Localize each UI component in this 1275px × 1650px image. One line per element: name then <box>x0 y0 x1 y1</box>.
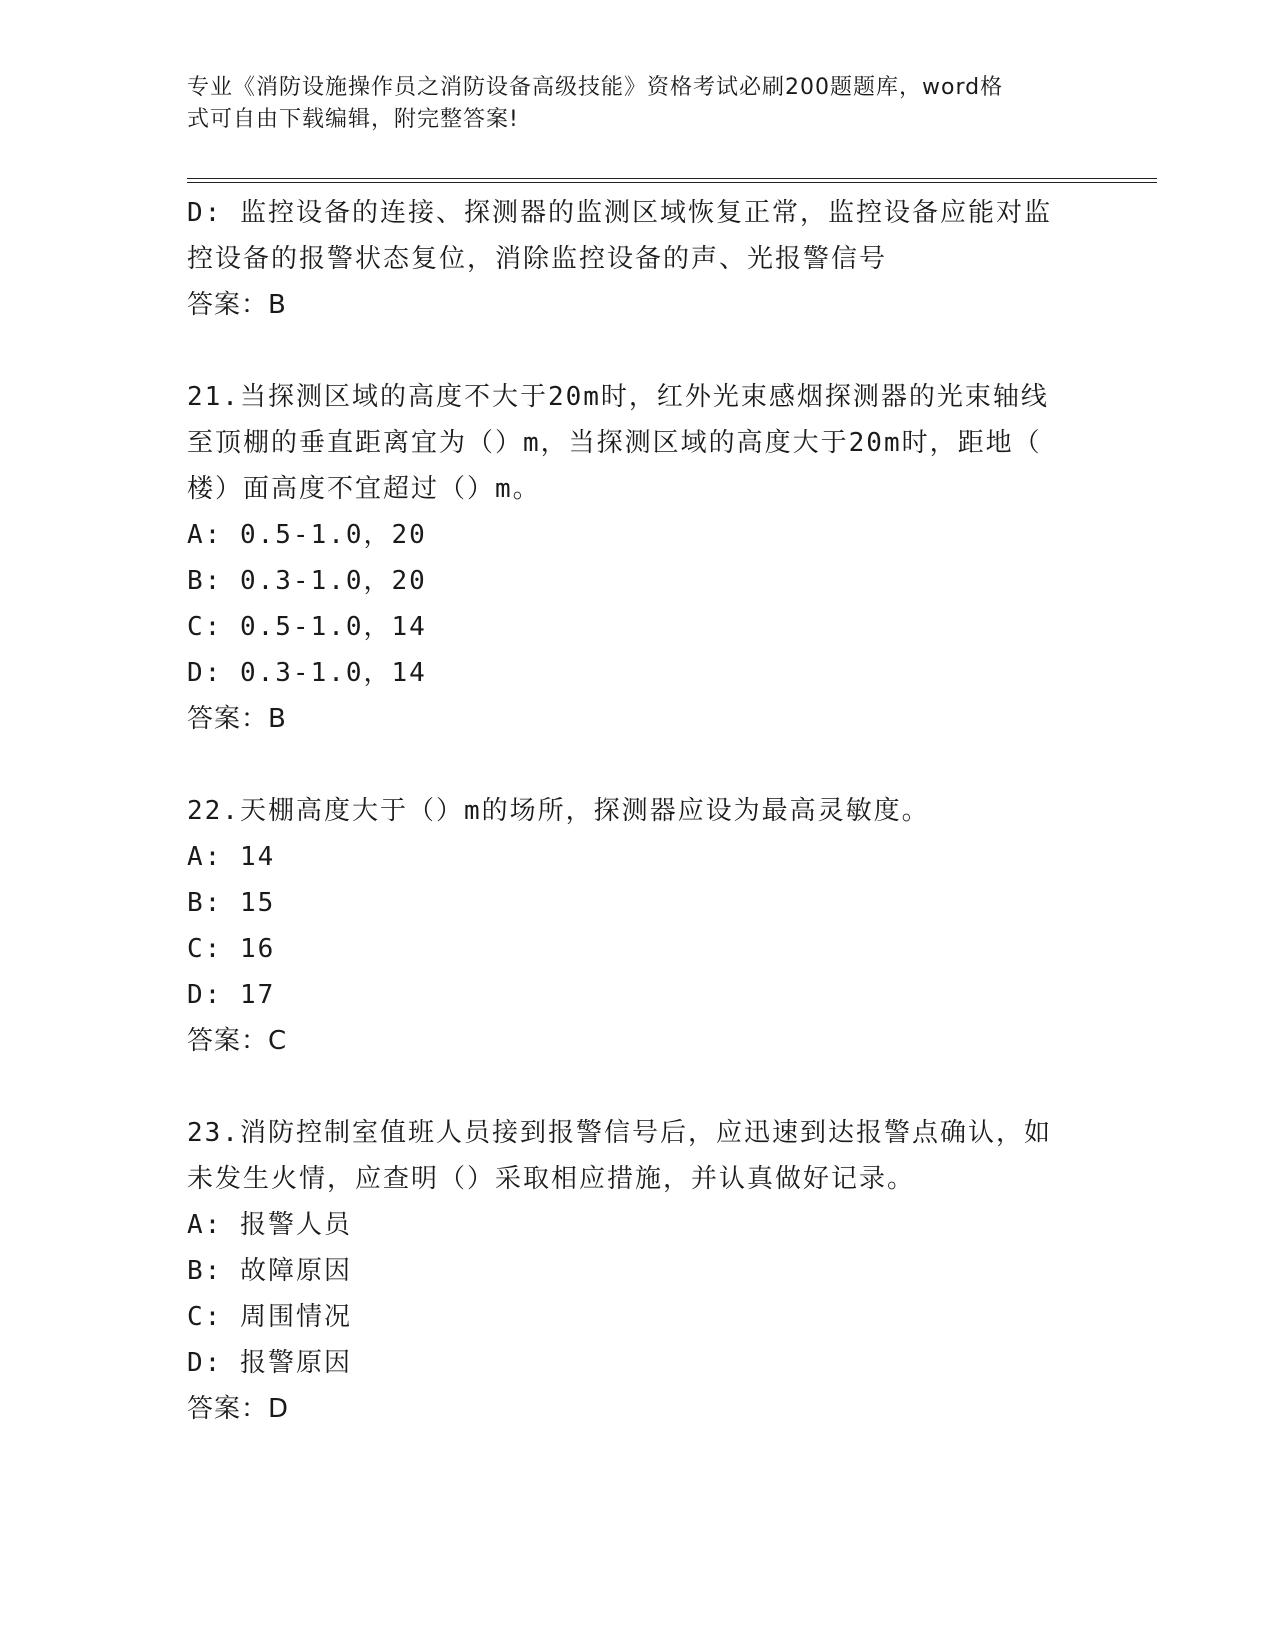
question-stem-line: 未发生火情，应查明（）采取相应措施，并认真做好记录。 <box>187 1164 916 1194</box>
option-a: A: 0.5-1.0，20 <box>187 520 427 550</box>
header-line-1: 专业《消防设施操作员之消防设备高级技能》资格考试必刷200题题库，word格 <box>187 75 1004 100</box>
question-23 <box>187 1110 1087 1432</box>
question-stem-line: 楼）面高度不宜超过（）m。 <box>187 474 541 504</box>
header-divider <box>187 178 1157 183</box>
option-b: B: 0.3-1.0，20 <box>187 566 427 596</box>
option-c: C: 0.5-1.0，14 <box>187 612 427 642</box>
question-22 <box>187 788 1087 1064</box>
question-stem-line: 21.当探测区域的高度不大于20m时，红外光束感烟探测器的光束轴线 <box>187 382 1049 412</box>
document-header <box>187 72 1067 136</box>
option-b: B: 15 <box>187 888 276 918</box>
answer-line: 答案：B <box>187 704 287 734</box>
option-c: C: 周围情况 <box>187 1302 352 1332</box>
answer-line: 答案：D <box>187 1394 290 1424</box>
option-a: A: 14 <box>187 842 276 872</box>
document-page <box>187 0 1157 1650</box>
question-stem-line: 23.消防控制室值班人员接到报警信号后，应迅速到达报警点确认，如 <box>187 1118 1052 1148</box>
answer-line: 答案：B <box>187 290 287 320</box>
prev-question-tail <box>187 190 1087 328</box>
option-d: D: 监控设备的连接、探测器的监测区域恢复正常，监控设备应能对监 <box>187 198 1052 228</box>
option-d: D: 报警原因 <box>187 1348 352 1378</box>
question-stem-line: 22.天棚高度大于（）m的场所，探测器应设为最高灵敏度。 <box>187 796 930 826</box>
question-21 <box>187 374 1087 742</box>
option-a: A: 报警人员 <box>187 1210 352 1240</box>
header-line-2: 式可自由下载编辑，附完整答案! <box>187 107 519 132</box>
question-stem-line: 至顶棚的垂直距离宜为（）m，当探测区域的高度大于20m时，距地（ <box>187 428 1042 458</box>
option-d-continued: 控设备的报警状态复位，消除监控设备的声、光报警信号 <box>187 244 888 274</box>
option-d: D: 0.3-1.0，14 <box>187 658 427 688</box>
question-list <box>187 190 1087 1432</box>
option-c: C: 16 <box>187 934 276 964</box>
option-d: D: 17 <box>187 980 276 1010</box>
option-b: B: 故障原因 <box>187 1256 352 1286</box>
answer-line: 答案：C <box>187 1026 288 1056</box>
